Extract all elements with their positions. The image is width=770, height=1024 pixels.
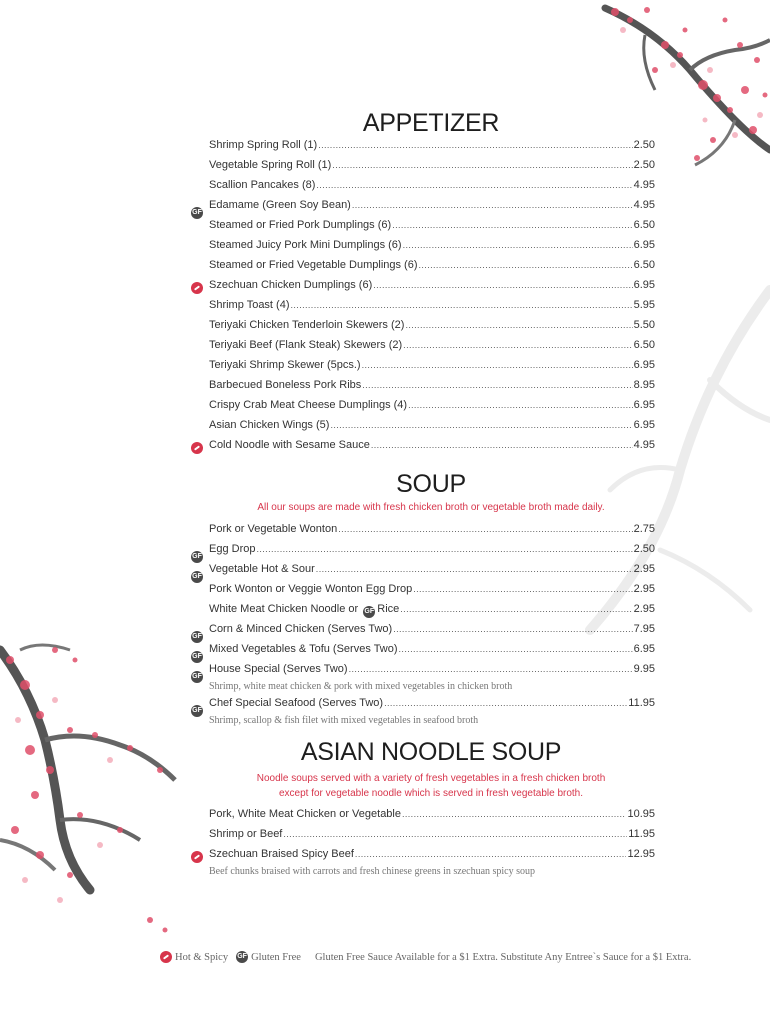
menu-item-price: 5.95 [633,299,655,311]
menu-item-name: House Special (Serves Two) [209,663,348,675]
menu-item-price: 7.95 [633,623,655,635]
menu-item-price: 10.95 [627,808,655,820]
menu-item [209,603,655,621]
dot-leader [338,524,632,534]
gluten-free-marker [191,699,204,712]
menu-item-price: 2.75 [633,523,655,535]
noodle-subtitle-line1: Noodle soups served with a variety of fresh vegetables in a fresh chicken broth [256,773,606,784]
menu-item-price: 2.95 [633,603,655,615]
menu-item-name: Szechuan Braised Spicy Beef [209,848,354,860]
gluten-free-icon: GF [191,671,203,683]
menu-item-price: 6.95 [633,239,655,251]
menu-item-description: Beef chunks braised with carrots and fresh chinese greens in szechuan spicy soup [209,866,536,877]
dot-leader [403,340,632,350]
menu-item [209,848,655,866]
menu-item-name: Shrimp or Beef [209,828,283,840]
menu-item-name-part: White Meat Chicken Noodle or [209,603,359,615]
gluten-free-icon: GF [191,631,203,643]
menu-item-price: 6.95 [633,359,655,371]
menu-item-price: 2.95 [633,583,655,595]
menu-item-name: Scallion Pancakes (8) [209,179,316,191]
gluten-free-icon: GF [191,207,203,219]
dot-leader [316,564,633,574]
menu-item-name: Steamed Juicy Pork Mini Dumplings (6) [209,239,402,251]
menu-item-name: Edamame (Green Soy Bean) [209,199,351,211]
menu-item [209,379,655,397]
gluten-free-marker [191,201,204,214]
dot-leader [413,584,632,594]
legend-spicy-label: Hot & Spicy [175,951,229,963]
menu-item-name: Steamed or Fried Vegetable Dumplings (6) [209,259,418,271]
menu-item-name: Szechuan Chicken Dumplings (6) [209,279,373,291]
menu-item-name: Shrimp Spring Roll (1) [209,139,318,151]
menu-item [209,419,655,437]
menu-item-name: Vegetable Spring Roll (1) [209,159,332,171]
chili-icon [191,442,203,454]
dot-leader [384,698,627,708]
menu-item-price: 4.95 [633,179,655,191]
menu-item [209,523,655,541]
menu-item [209,319,655,337]
dot-leader [371,440,633,450]
menu-item [209,808,655,826]
cherry-blossom-branch-bottom-left [0,630,195,950]
menu-item [209,359,655,377]
menu-item-name: Barbecued Boneless Pork Ribs [209,379,362,391]
spicy-marker [191,441,204,454]
dot-leader [352,200,633,210]
chili-icon [160,951,172,963]
dot-leader [403,240,633,250]
menu-item-price: 11.95 [628,697,655,709]
menu-item [209,179,655,197]
menu-item-name: Shrimp Toast (4) [209,299,290,311]
gluten-free-icon: GF [236,951,248,963]
menu-item-name: Cold Noodle with Sesame Sauce [209,439,370,451]
menu-item [209,623,655,641]
menu-item [209,543,655,561]
dot-leader [399,644,633,654]
menu-item [209,439,655,457]
menu-item-price: 6.50 [633,339,655,351]
menu-item-description: Shrimp, white meat chicken & pork with mixed vegetables in chicken broth [209,681,513,692]
legend [160,951,691,963]
noodle-title: ASIAN NOODLE SOUP [300,738,562,766]
menu-item-price: 4.95 [633,199,655,211]
menu-item [209,139,655,157]
dot-leader [393,624,632,634]
menu-item [209,339,655,357]
dot-leader [355,849,627,859]
menu-item-name: Asian Chicken Wings (5) [209,419,330,431]
gluten-free-icon: GF [363,606,375,618]
menu-item-price: 6.95 [633,419,655,431]
dot-leader [362,380,632,390]
menu-item-price: 12.95 [627,848,655,860]
menu-item [209,697,655,715]
menu-item [209,239,655,257]
menu-item [209,399,655,417]
menu-item-name: Corn & Minced Chicken (Serves Two) [209,623,393,635]
menu-item-name: Egg Drop [209,543,256,555]
gluten-free-marker [191,625,204,638]
menu-item-price: 6.50 [633,219,655,231]
menu-item-price: 2.50 [633,159,655,171]
menu-item-name: Teriyaki Chicken Tenderloin Skewers (2) [209,319,405,331]
menu-item-price: 5.50 [633,319,655,331]
spicy-marker [191,281,204,294]
menu-item-name: Teriyaki Shrimp Skewer (5pcs.) [209,359,361,371]
menu-item [209,199,655,217]
menu-item [209,259,655,277]
appetizer-title: APPETIZER [362,109,500,137]
menu-item-name [209,603,399,617]
dot-leader [332,160,632,170]
menu-item-name: Chef Special Seafood (Serves Two) [209,697,384,709]
menu-item-name: Teriyaki Beef (Flank Steak) Skewers (2) [209,339,403,351]
menu-item [209,563,655,581]
dot-leader [256,544,632,554]
dot-leader [291,300,633,310]
menu-item-name: Vegetable Hot & Sour [209,563,315,575]
chili-icon [191,851,203,863]
menu-item-name: Pork Wonton or Veggie Wonton Egg Drop [209,583,413,595]
gluten-free-marker [191,665,204,678]
menu-item-price: 4.95 [633,439,655,451]
menu-item-price: 6.50 [633,259,655,271]
menu-item [209,159,655,177]
dot-leader [283,829,627,839]
menu-item-price: 2.50 [633,139,655,151]
soup-title: SOUP [396,470,466,498]
gluten-free-marker [191,565,204,578]
dot-leader [373,280,632,290]
menu-item [209,643,655,661]
noodle-subtitle-line2: except for vegetable noodle which is served in fresh vegetable broth. [278,788,584,799]
menu-item-price: 6.95 [633,399,655,411]
dot-leader [408,400,633,410]
soup-subtitle: All our soups are made with fresh chicken broth or vegetable broth made daily. [257,502,605,513]
dot-leader [400,604,632,614]
menu-item [209,219,655,237]
gluten-free-marker [191,545,204,558]
menu-item-price: 11.95 [628,828,655,840]
dot-leader [349,664,633,674]
menu-item-name: Pork, White Meat Chicken or Vegetable [209,808,401,820]
menu-item [209,299,655,317]
dot-leader [318,140,632,150]
dot-leader [402,809,626,819]
legend-gf-label: Gluten Free [251,951,301,963]
gluten-free-icon: GF [191,705,203,717]
menu-item [209,663,655,681]
gluten-free-icon: GF [191,651,203,663]
dot-leader [330,420,632,430]
menu-item-description: Shrimp, scallop & fish filet with mixed vegetables in seafood broth [209,715,479,726]
menu-item-price: 6.95 [633,279,655,291]
menu-item-price: 2.50 [633,543,655,555]
menu-item-price: 8.95 [633,379,655,391]
gluten-free-icon: GF [191,571,203,583]
menu-item-name: Mixed Vegetables & Tofu (Serves Two) [209,643,398,655]
menu-item-price: 6.95 [633,643,655,655]
menu-item-name: Steamed or Fried Pork Dumplings (6) [209,219,392,231]
menu-item-name-part: Rice [377,603,400,615]
dot-leader [316,180,632,190]
gluten-free-marker [191,645,204,658]
menu-item [209,583,655,601]
dot-leader [405,320,632,330]
menu-item [209,828,655,846]
dot-leader [362,360,633,370]
chili-icon [191,282,203,294]
menu-item [209,279,655,297]
dot-leader [392,220,632,230]
menu-item-price: 9.95 [633,663,655,675]
gluten-free-icon: GF [191,551,203,563]
menu-item-name: Pork or Vegetable Wonton [209,523,338,535]
menu-item-price: 2.95 [633,563,655,575]
dot-leader [419,260,633,270]
menu-item-name: Crispy Crab Meat Cheese Dumplings (4) [209,399,408,411]
legend-note: Gluten Free Sauce Available for a $1 Extra. Substitute Any Entree`s Sauce for a $1 Extra. [314,951,692,963]
spicy-marker [191,850,204,863]
